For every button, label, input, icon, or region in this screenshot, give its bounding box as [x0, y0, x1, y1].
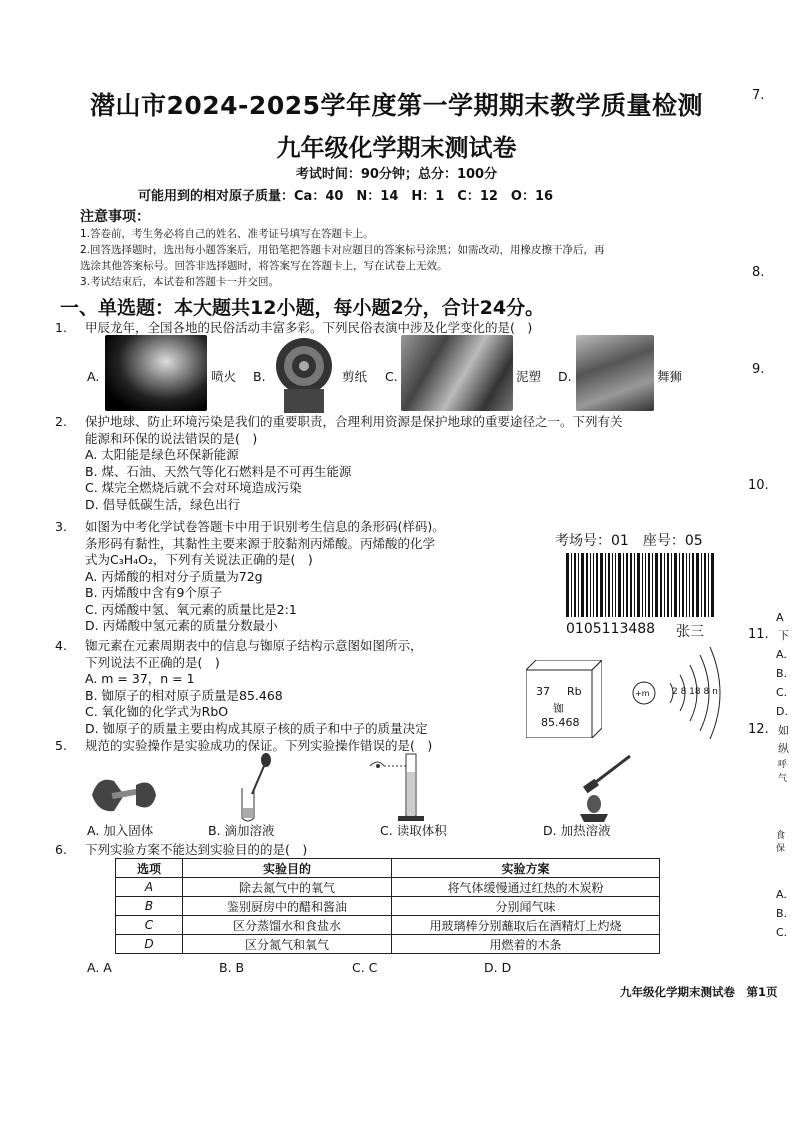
- question-text: 铷元素在元素周期表中的信息与铷原子结构示意图如图所示，: [85, 638, 423, 653]
- barcode-bar: [664, 553, 665, 617]
- question-text: 式为C₃H₄O₂，下列有关说法正确的是( ): [85, 552, 313, 567]
- q5-option-d: [543, 823, 611, 840]
- table-cell: 用玻璃棒分别蘸取后在酒精灯上灼烧: [392, 916, 660, 935]
- option: C. 煤完全燃烧后就不会对环境造成污染: [85, 480, 302, 495]
- question-number: 5.: [55, 738, 67, 753]
- question-number: 6.: [55, 842, 67, 857]
- option-label: 滴加溶液: [224, 823, 275, 838]
- q6-answer-d: D. D: [484, 960, 512, 975]
- question-text: 规范的实验操作是实验成功的保证。下列实验操作错误的是( ): [85, 738, 433, 753]
- barcode-bar: [655, 553, 658, 617]
- page-footer: 九年级化学期末测试卷 第1页: [620, 985, 778, 999]
- barcode-bar: [701, 553, 702, 617]
- barcode-bar: [682, 553, 684, 617]
- next-page-qnum: 9.: [752, 362, 765, 377]
- option: B. 铷原子的相对原子质量是85.468: [85, 687, 283, 703]
- q5-option-c: [380, 823, 447, 840]
- table-cell: 鉴别厨房中的醋和酱油: [183, 897, 392, 916]
- table-row: [116, 878, 660, 897]
- option-letter: D.: [543, 823, 557, 838]
- barcode-bar: [600, 553, 603, 617]
- next-page-qnum: 8.: [752, 265, 765, 280]
- barcode-bar: [605, 553, 606, 617]
- barcode-bar: [578, 553, 579, 617]
- q1-option-a-label: 喷火: [211, 369, 237, 384]
- option: B. 煤、石油、天然气等化石燃料是不可再生能源: [85, 463, 352, 479]
- table-cell: D: [116, 935, 183, 954]
- q6-answer-b: B. B: [219, 960, 245, 975]
- q1-option-c-label: 泥塑: [516, 369, 542, 384]
- option-label: 读取体积: [396, 823, 447, 838]
- barcode-bar: [618, 553, 621, 617]
- table-header-row: [116, 859, 660, 878]
- q6-answer-a: A. A: [87, 960, 112, 975]
- read-volume-image: [366, 752, 436, 824]
- barcode-bar: [648, 553, 650, 617]
- note-item: 1.答卷前，考生务必将自己的姓名、准考证号填写在答题卡上。: [80, 228, 374, 240]
- barcode-image: [566, 553, 716, 617]
- next-page-fragment: A: [776, 611, 784, 624]
- question-text: 下列说法不正确的是( ): [85, 654, 220, 670]
- table-cell: 用燃着的木条: [392, 935, 660, 954]
- barcode-number: 0105113488: [566, 621, 656, 637]
- question-2: [55, 414, 725, 513]
- q1-option-b-label: 剪纸: [342, 369, 368, 384]
- table-cell: A: [116, 878, 183, 897]
- exam-title: 潜山市2024-2025学年度第一学期期末教学质量检测: [89, 91, 704, 120]
- next-page-qnum: 12.: [748, 722, 769, 737]
- next-page-fragment: 如: [778, 724, 789, 737]
- barcode-bar: [623, 553, 624, 617]
- table-cell: 分别闻气味: [392, 897, 660, 916]
- element-name: 铷: [553, 702, 564, 715]
- option: D. 丙烯酸中氢元素的质量分数最小: [85, 618, 278, 633]
- atomic-mass: 可能用到的相对原子质量：Ca：40 N：14 H：1 C：12 O：16: [138, 189, 554, 204]
- question-4: [55, 638, 575, 737]
- add-solid-image: [88, 765, 160, 819]
- next-page-fragment: A.: [776, 648, 787, 661]
- barcode-bar: [574, 553, 576, 617]
- note-item: 选涂其他答案标号。回答非选择题时，将答案写在答题卡上，写在试卷上无效。: [80, 260, 448, 272]
- table-header: 选项: [116, 859, 183, 878]
- q1-option-d-letter: D.: [558, 369, 572, 384]
- barcode-bar: [593, 553, 594, 617]
- lion-dance-image: [576, 335, 654, 411]
- barcode-bar: [692, 553, 694, 617]
- barcode-bar: [679, 553, 680, 617]
- option: C. 丙烯酸中氢、氧元素的质量比是2:1: [85, 601, 297, 617]
- barcode-bar: [634, 553, 635, 617]
- barcode-bar: [596, 553, 598, 617]
- next-page-fragment: C.: [776, 686, 788, 699]
- next-page-fragment: D.: [776, 705, 788, 718]
- table-header: 实验方案: [392, 859, 660, 878]
- barcode-bar: [645, 553, 646, 617]
- barcode-bar: [630, 553, 632, 617]
- barcode-bar: [660, 553, 662, 617]
- option-letter: B.: [208, 823, 221, 838]
- barcode-bar: [652, 553, 653, 617]
- option: B. 丙烯酸中含有9个原子: [85, 585, 222, 600]
- option: A. 太阳能是绿色环保新能源: [85, 447, 239, 462]
- barcode-bar: [696, 553, 699, 617]
- next-page-fragment: C.: [776, 926, 788, 939]
- option: A. m = 37，n = 1: [85, 671, 195, 686]
- barcode-bar: [615, 553, 616, 617]
- notes-heading: 注意事项：: [80, 209, 150, 225]
- question-text: 能源和环保的说法错误的是( ): [85, 430, 258, 446]
- question-6: [55, 842, 307, 859]
- element-symbol: Rb: [567, 685, 582, 698]
- q1-option-b-letter: B.: [253, 369, 266, 384]
- table-row: [116, 916, 660, 935]
- electron-shells: 2 8 18 8 n: [672, 687, 718, 697]
- option: D. 铷原子的质量主要由构成其原子核的质子和中子的质量决定: [85, 720, 428, 736]
- next-page-fragment: B.: [776, 907, 788, 920]
- next-page-qnum: 11.: [748, 627, 769, 642]
- barcode-bar: [704, 553, 706, 617]
- note-item: 2.回答选择题时，选出每小题答案后，用铅笔把答题卡对应题目的答案标号涂黑；如需改动，用橡皮擦干净后，再: [80, 244, 605, 256]
- barcode-bar: [608, 553, 610, 617]
- nucleus-label: +m: [635, 689, 650, 698]
- option-letter: A.: [87, 823, 100, 838]
- fire-breathing-image: [105, 335, 207, 411]
- table-cell: 除去氮气中的氧气: [183, 878, 392, 897]
- next-page-fragment: 下: [778, 629, 789, 642]
- table-cell: B: [116, 897, 183, 916]
- q1-option-c-letter: C.: [385, 369, 398, 384]
- q5-option-b: [208, 823, 275, 840]
- element-mass: 85.468: [541, 716, 580, 729]
- element-number: 37: [536, 685, 550, 698]
- table-cell: 区分蒸馏水和食盐水: [183, 916, 392, 935]
- question-text: 保护地球、防止环境污染是我们的重要职责，合理利用资源是保护地球的重要途径之一。下列有关: [85, 414, 623, 429]
- heat-solution-image: [566, 752, 636, 824]
- question-number: 1.: [55, 320, 67, 335]
- barcode-bar: [686, 553, 687, 617]
- section-heading: 一、单选题：本大题共12小题，每小题2分，合计24分。: [60, 297, 545, 319]
- next-page-fragment: 纵: [778, 742, 789, 755]
- barcode-bar: [708, 553, 709, 617]
- option-label: 加热溶液: [560, 823, 611, 838]
- exam-subtitle: 九年级化学期末测试卷: [276, 134, 517, 162]
- paper-cutting-image: [270, 334, 338, 414]
- q1-option-d-label: 舞狮: [657, 369, 683, 384]
- next-page-qnum: 10.: [748, 478, 769, 493]
- question-text: 下列实验方案不能达到实验目的的是( ): [85, 842, 308, 857]
- next-page-fragment: 呼: [778, 760, 788, 770]
- q1-option-a-letter: A.: [87, 369, 100, 384]
- barcode-bar: [612, 553, 613, 617]
- barcode-bar: [590, 553, 591, 617]
- option: A. 丙烯酸的相对分子质量为72g: [85, 568, 263, 584]
- next-page-fragment: 食: [776, 831, 786, 841]
- question-text: 如图为中考化学试卷答题卡中用于识别考生信息的条形码(样码)。: [85, 519, 445, 534]
- table-row: [116, 935, 660, 954]
- barcode-bar: [674, 553, 677, 617]
- experiment-table: [115, 858, 660, 954]
- barcode-name: 张三: [676, 624, 704, 640]
- question-number: 2.: [55, 414, 67, 429]
- notes-list: [80, 226, 725, 290]
- table-cell: C: [116, 916, 183, 935]
- q6-answer-c: C. C: [352, 960, 378, 975]
- next-page-fragment: A.: [776, 888, 787, 901]
- barcode-bar: [566, 553, 569, 617]
- question-3: [55, 519, 525, 635]
- barcode-bar: [642, 553, 643, 617]
- option: D. 倡导低碳生活，绿色出行: [85, 496, 241, 512]
- question-number: 3.: [55, 519, 67, 534]
- barcode-bar: [667, 553, 669, 617]
- table-cell: 区分氮气和氧气: [183, 935, 392, 954]
- question-number: 4.: [55, 638, 67, 653]
- barcode-bar: [671, 553, 672, 617]
- next-page-fragment: 气: [778, 774, 788, 784]
- next-page-fragment: 保: [776, 844, 786, 854]
- barcode-header: 考场号：01 座号：05: [555, 533, 703, 549]
- option: C. 氧化铷的化学式为RbO: [85, 704, 229, 719]
- barcode-bar: [586, 553, 588, 617]
- barcode-bar: [711, 553, 714, 617]
- question-text: 条形码有黏性，其黏性主要来源于胶黏剂丙烯酸。丙烯酸的化学: [85, 535, 436, 551]
- next-page-qnum: 7.: [752, 88, 765, 103]
- table-cell: 将气体缓慢通过红热的木炭粉: [392, 878, 660, 897]
- table-header: 实验目的: [183, 859, 392, 878]
- option-letter: C.: [380, 823, 393, 838]
- option-label: 加入固体: [103, 823, 154, 838]
- question-text: 甲辰龙年，全国各地的民俗活动丰富多彩。下列民俗表演中涉及化学变化的是( ): [85, 320, 533, 335]
- note-item: 3.考试结束后，本试卷和答题卡一并交回。: [80, 276, 280, 288]
- next-page-fragment: B.: [776, 667, 788, 680]
- barcode-bar: [626, 553, 628, 617]
- barcode-bar: [689, 553, 690, 617]
- barcode-bar: [637, 553, 640, 617]
- clay-figure-image: [401, 335, 513, 411]
- q5-option-a: [87, 823, 153, 840]
- barcode-bar: [571, 553, 572, 617]
- drop-solution-image: [230, 752, 280, 824]
- barcode-bar: [581, 553, 584, 617]
- table-row: [116, 897, 660, 916]
- exam-time: 考试时间：90分钟；总分：100分: [295, 167, 498, 182]
